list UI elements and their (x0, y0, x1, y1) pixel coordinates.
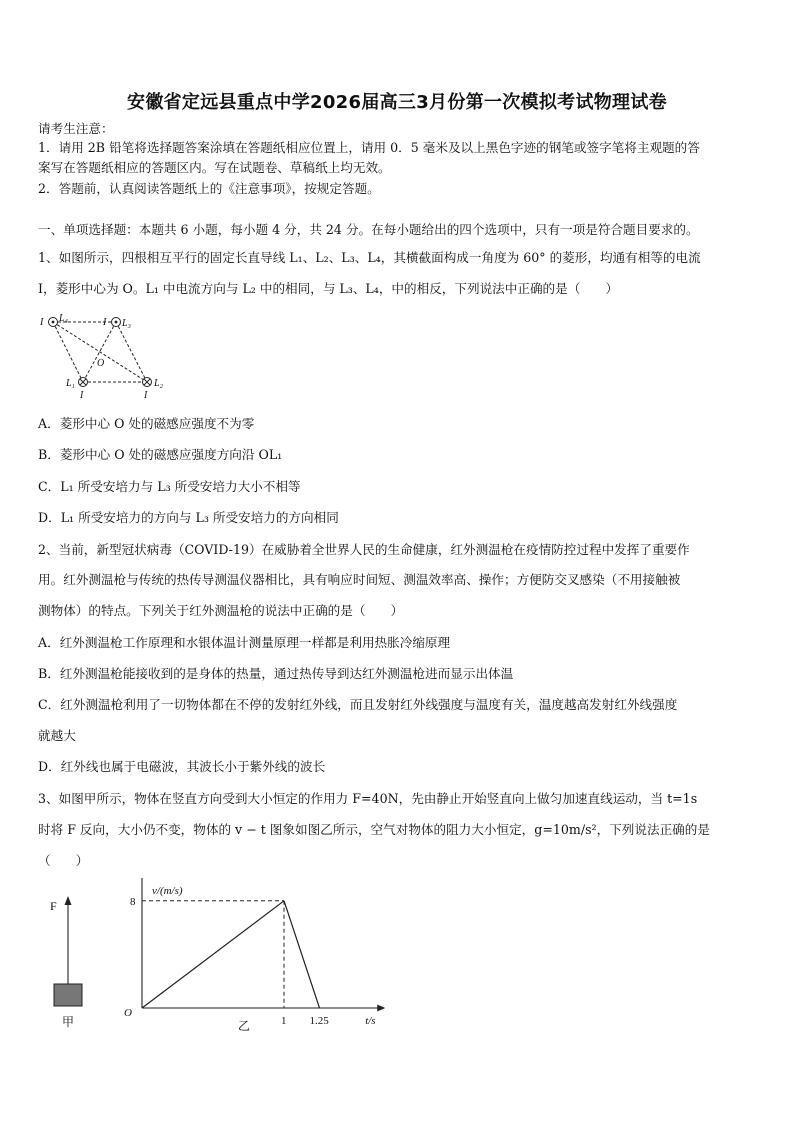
vt-graph (118, 878, 398, 1038)
notice-heading: 请考生注意： (38, 121, 114, 136)
l1-current-label: I (80, 390, 84, 401)
q1-option-c: C．L₁ 所受安培力与 L₃ 所受安培力大小不相等 (38, 479, 301, 494)
q2-option-c-line-1: C．红外测温枪利用了一切物体都在不停的发射红外线，而且发射红外线强度与温度有关，温度越高发射红外线强度 (38, 697, 678, 712)
x-tick-label-1-25: 1.25 (309, 1015, 329, 1027)
q2-stem-line-3: 测物体）的特点。下列关于红外测温枪的说法中正确的是（ ） (38, 603, 404, 618)
l3-current-label: I (103, 317, 107, 328)
vt-series-segment-2 (284, 901, 320, 1008)
q2-stem-line-1: 2、当前，新型冠状病毒（COVID-19）在威胁着全世界人民的生命健康，红外测温枪在疫情防控过程中发挥了重要作 (38, 542, 690, 557)
q3-figure-jia (40, 890, 90, 1035)
q3-stem-line-1: 3、如图甲所示，物体在竖直方向受到大小恒定的作用力 F=40N，先由静止开始竖直向上做匀加速直线运动，当 t=1s (38, 791, 698, 806)
x-axis-arrow-icon (377, 1005, 385, 1012)
figure-jia-caption: 甲 (62, 1015, 75, 1029)
origin-label: O (124, 1007, 132, 1019)
q1-option-d: D．L₁ 所受安培力的方向与 L₃ 所受安培力的方向相同 (38, 510, 339, 525)
l2-current-label: I (144, 390, 148, 401)
wire-l2-in-icon (143, 378, 152, 387)
q2-stem-line-2: 用。红外测温枪与传统的热传导测温仪器相比，具有响应时间短、测温效率高、操作；方便防交叉感染（不用接触被 (38, 572, 681, 587)
notice-item-1-line-1: 1．请用 2B 铅笔将选择题答案涂填在答题纸相应位置上，请用 0．5 毫米及以上黑色字迹的钢笔或签字笔将主观题的答 (38, 140, 700, 155)
q1-rhombus-figure (36, 310, 176, 402)
l2-label: L₂ (154, 378, 164, 389)
q3-stem-line-3: （ ） (38, 853, 89, 868)
x-tick-label-1: 1 (281, 1015, 287, 1027)
vt-series-segment-1 (142, 901, 284, 1008)
q1-option-a: A．菱形中心 O 处的磁感应强度不为零 (38, 416, 255, 431)
q2-option-c-line-2: 就越大 (38, 728, 76, 743)
x-axis-label: t/s (365, 1015, 376, 1027)
notice-item-1-line-2: 案写在答题纸相应的答题区内。写在试题卷、草稿纸上均无效。 (38, 160, 391, 175)
notice-item-2: 2．答题前，认真阅读答题纸上的《注意事项》，按规定答题。 (38, 181, 380, 196)
wire-l3-out-icon (112, 318, 121, 327)
figure-yi-caption: 乙 (238, 1019, 251, 1033)
q1-stem-line-2: I，菱形中心为 O。L₁ 中电流方向与 L₂ 中的相同，与 L₃、L₄，中的相反，下列说法中正确的是（ ） (38, 281, 619, 296)
section-1-heading: 一、单项选择题：本题共 6 小题，每小题 4 分，共 24 分。在每小题给出的四个选项中，只有一项是符合题目要求的。 (38, 222, 699, 237)
l1-label: L₁ (66, 378, 76, 389)
y-tick-label-8: 8 (130, 895, 136, 908)
q3-stem-line-2: 时将 F 反向，大小仍不变，物体的 v − t 图象如图乙所示，空气对物体的阻力大小恒定，g=10m/s²，下列说法正确的是 (38, 822, 710, 837)
q2-option-d: D．红外线也属于电磁波，其波长小于紫外线的波长 (38, 759, 326, 774)
force-arrow-icon (65, 896, 72, 905)
wire-l1-in-icon (79, 378, 88, 387)
q2-option-b: B．红外测温枪能接收到的是身体的热量，通过热传导到达红外测温枪进而显示出体温 (38, 666, 514, 681)
l4-label: L₄ (59, 313, 69, 324)
page-title: 安徽省定远县重点中学2026届高三3月份第一次模拟考试物理试卷 (127, 92, 667, 113)
q2-option-a: A．红外测温枪工作原理和水银体温计测量原理一样都是利用热胀冷缩原理 (38, 635, 451, 650)
force-f-label: F (50, 899, 57, 913)
l3-label: L₃ (122, 318, 132, 329)
wire-l4-out-icon (49, 318, 58, 327)
y-axis-label: v/(m/s) (152, 885, 183, 897)
q1-stem-line-1: 1、如图所示，四根相互平行的固定长直导线 L₁、L₂、L₃、L₄，其横截面构成一角度为 60° 的菱形，均通有相等的电流 (38, 250, 701, 265)
block-object (54, 984, 82, 1006)
l4-current-label: I (40, 317, 44, 328)
q1-option-b: B．菱形中心 O 处的磁感应强度方向沿 OL₁ (38, 447, 283, 462)
center-o-label: O (97, 358, 105, 369)
